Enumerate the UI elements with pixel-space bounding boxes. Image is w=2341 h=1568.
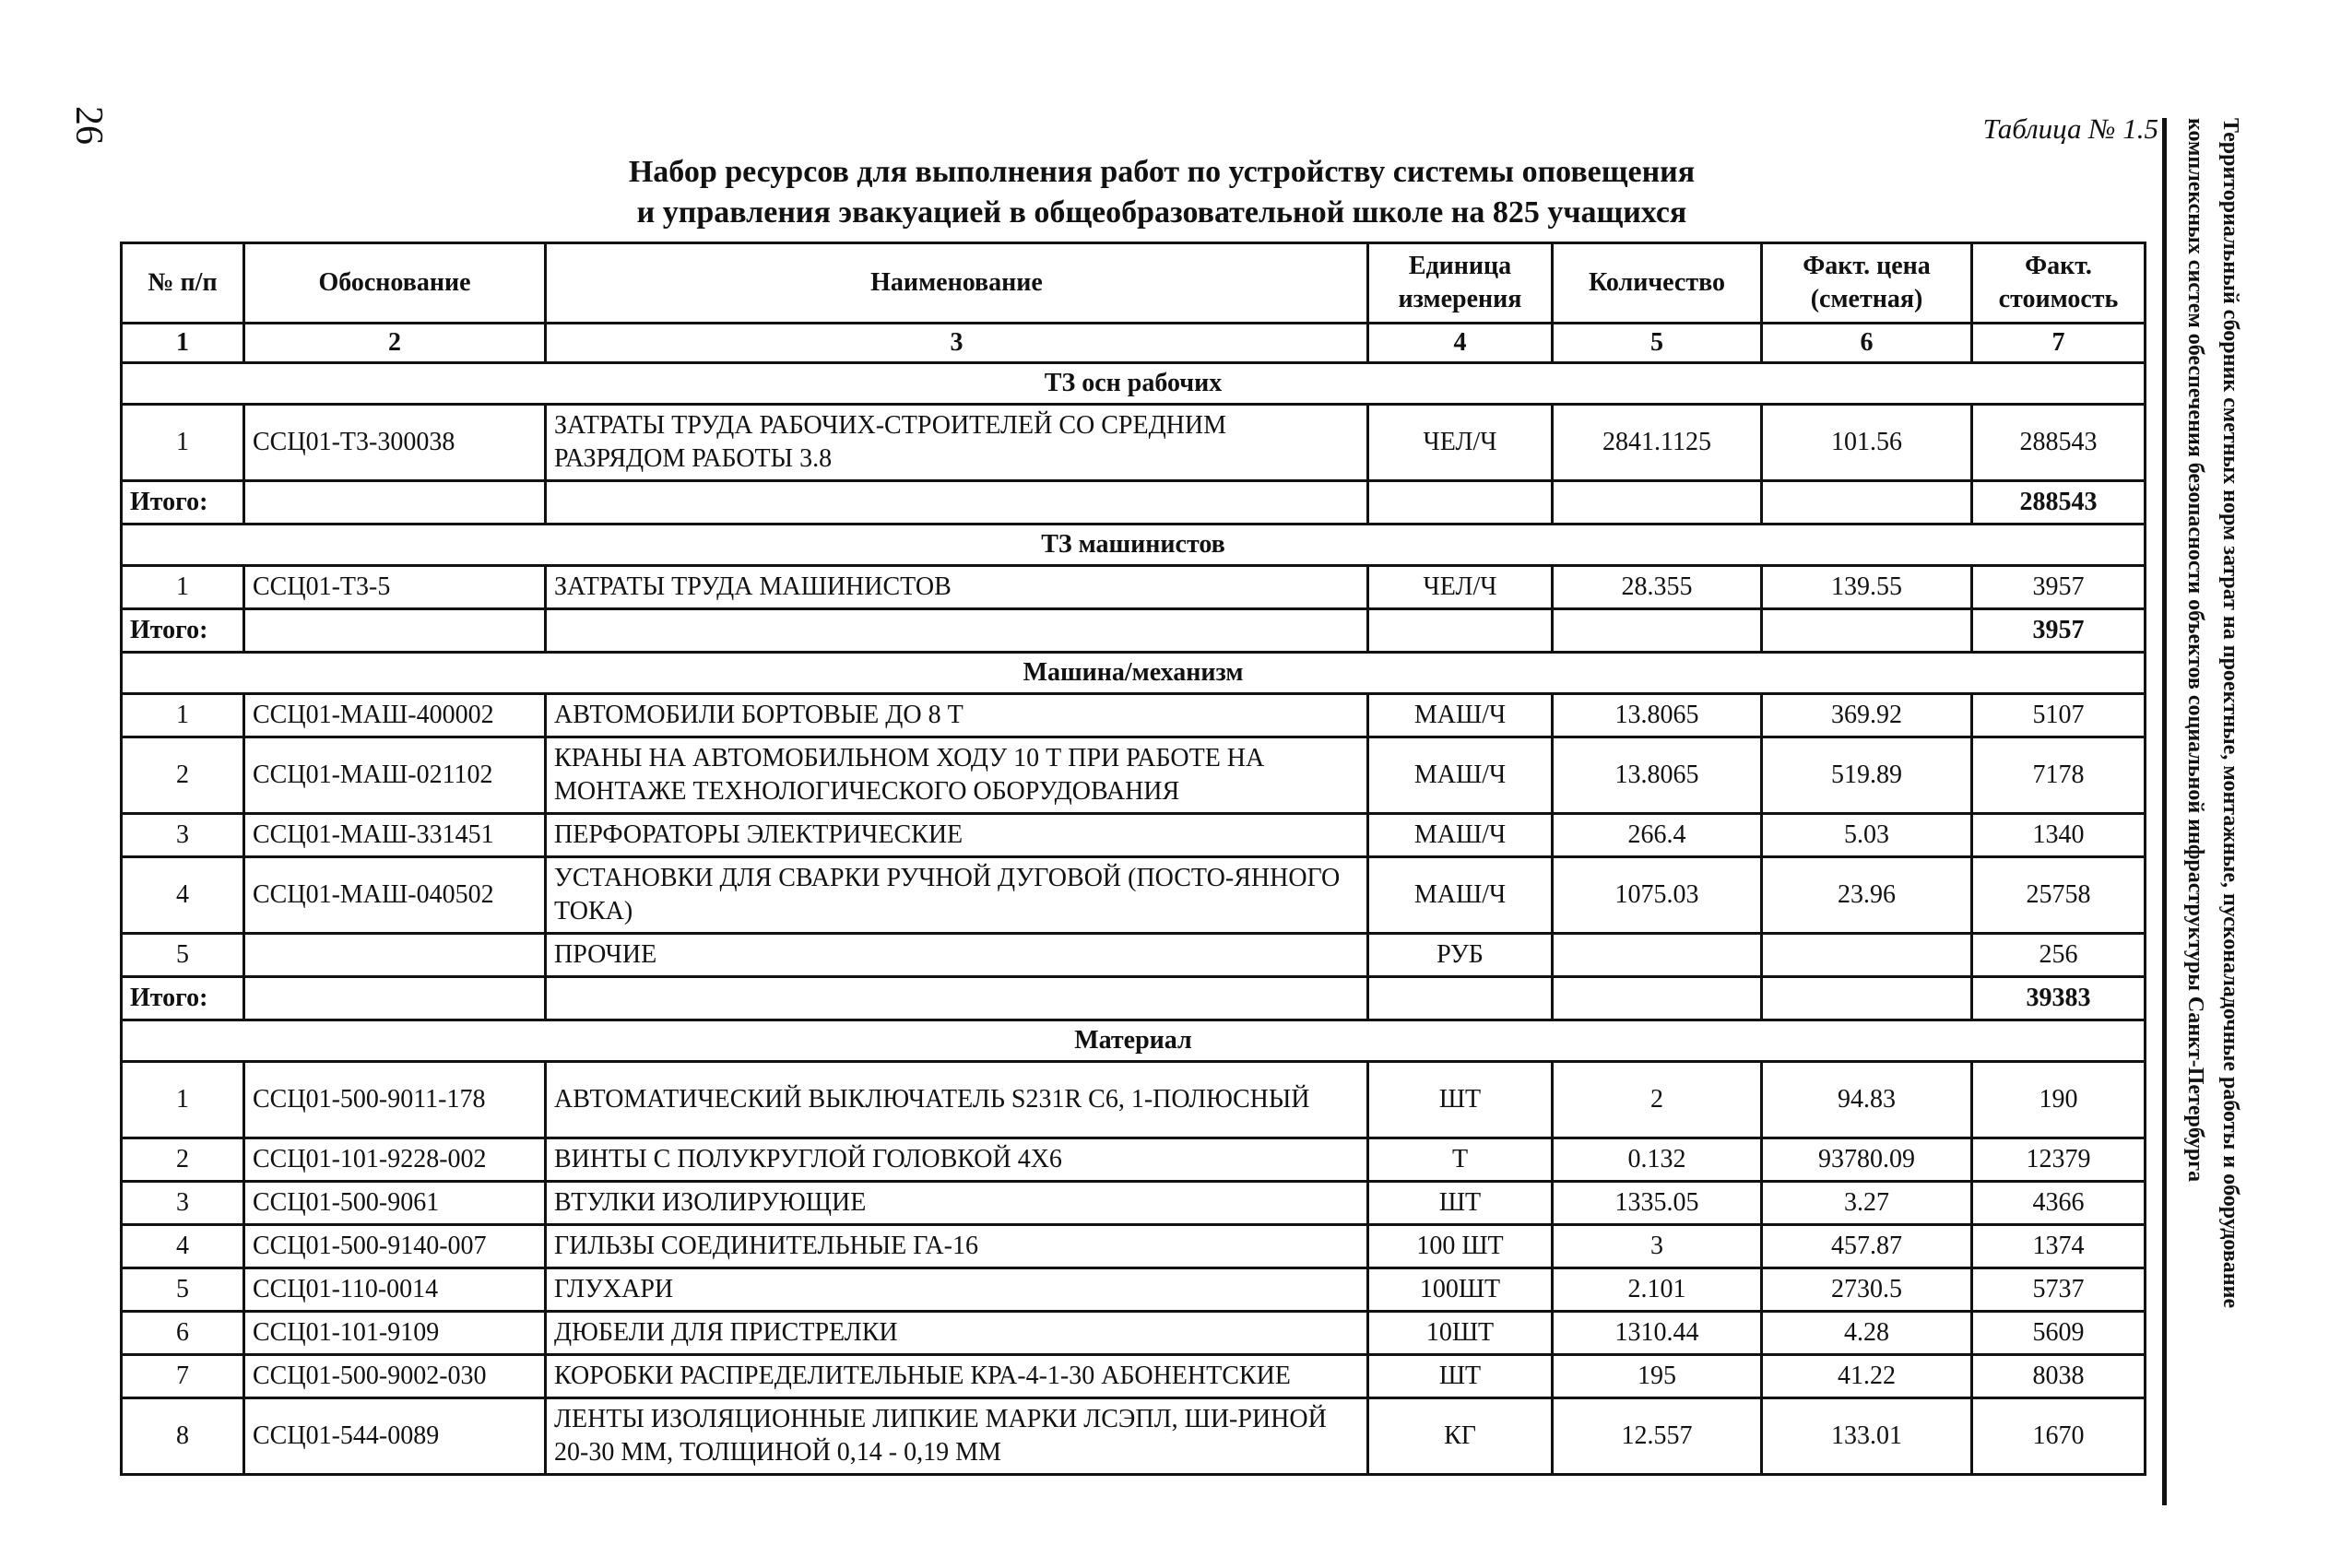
cell-cost: 288543 <box>1972 405 2146 481</box>
cell-basis: ССЦ01-500-9061 <box>244 1182 546 1225</box>
section-title: ТЗ осн рабочих <box>122 363 2146 405</box>
cell-num: 1 <box>122 1062 244 1138</box>
cell-num: 4 <box>122 857 244 934</box>
empty-cell <box>244 977 546 1020</box>
document-title <box>443 152 1881 233</box>
cell-price: 5.03 <box>1762 814 1972 857</box>
cell-cost: 5107 <box>1972 694 2146 737</box>
cell-unit: МАШ/Ч <box>1368 814 1553 857</box>
empty-cell <box>1762 609 1972 653</box>
header-price: Факт. цена (сметная) <box>1762 243 1972 324</box>
cell-qty: 0.132 <box>1553 1138 1762 1182</box>
empty-cell <box>1762 977 1972 1020</box>
column-number: 5 <box>1553 324 1762 363</box>
total-label: Итого: <box>122 481 244 525</box>
cell-num: 1 <box>122 694 244 737</box>
cell-cost: 5609 <box>1972 1312 2146 1355</box>
cell-cost: 1670 <box>1972 1398 2146 1475</box>
cell-qty: 1310.44 <box>1553 1312 1762 1355</box>
column-number-row <box>122 324 2146 363</box>
cell-basis: ССЦ01-544-0089 <box>244 1398 546 1475</box>
empty-cell <box>546 977 1368 1020</box>
cell-unit: РУБ <box>1368 934 1553 977</box>
cell-basis: ССЦ01-МАШ-331451 <box>244 814 546 857</box>
cell-qty: 3 <box>1553 1225 1762 1268</box>
empty-cell <box>244 481 546 525</box>
table-row <box>122 1182 2146 1225</box>
cell-qty: 2841.1125 <box>1553 405 1762 481</box>
table-label: Таблица № 1.5 <box>1982 112 2158 145</box>
cell-num: 2 <box>122 737 244 814</box>
cell-unit: 100ШТ <box>1368 1268 1553 1312</box>
header-qty: Количество <box>1553 243 1762 324</box>
cell-unit: МАШ/Ч <box>1368 857 1553 934</box>
column-number: 3 <box>546 324 1368 363</box>
header-basis: Обоснование <box>244 243 546 324</box>
cell-name: КРАНЫ НА АВТОМОБИЛЬНОМ ХОДУ 10 Т ПРИ РАБОТЕ НА МОНТАЖЕ ТЕХНОЛОГИЧЕСКОГО ОБОРУДОВАНИЯ <box>546 737 1368 814</box>
cell-cost: 5737 <box>1972 1268 2146 1312</box>
cell-unit: ШТ <box>1368 1355 1553 1398</box>
cell-name: АВТОМОБИЛИ БОРТОВЫЕ ДО 8 Т <box>546 694 1368 737</box>
side-header-line-1: Территориальный сборник сметных норм затрат на проектные, монтажные, пусконаладочные работы и оборудование <box>2218 118 2242 1309</box>
section-title: Материал <box>122 1020 2146 1062</box>
resource-table <box>120 242 2146 1476</box>
empty-cell <box>546 481 1368 525</box>
section-header-row <box>122 525 2146 566</box>
total-label: Итого: <box>122 977 244 1020</box>
table-row <box>122 737 2146 814</box>
cell-cost: 190 <box>1972 1062 2146 1138</box>
cell-unit: ЧЕЛ/Ч <box>1368 566 1553 609</box>
table-row <box>122 1398 2146 1475</box>
cell-name: КОРОБКИ РАСПРЕДЕЛИТЕЛЬНЫЕ КРА-4-1-30 АБОНЕНТСКИЕ <box>546 1355 1368 1398</box>
cell-name: ВТУЛКИ ИЗОЛИРУЮЩИЕ <box>546 1182 1368 1225</box>
cell-qty: 2 <box>1553 1062 1762 1138</box>
table-row <box>122 694 2146 737</box>
cell-price: 519.89 <box>1762 737 1972 814</box>
cell-unit: КГ <box>1368 1398 1553 1475</box>
table-row <box>122 1268 2146 1312</box>
cell-qty: 1335.05 <box>1553 1182 1762 1225</box>
section-header-row <box>122 1020 2146 1062</box>
cell-basis: ССЦ01-МАШ-040502 <box>244 857 546 934</box>
table-row <box>122 934 2146 977</box>
total-value: 3957 <box>1972 609 2146 653</box>
cell-unit: МАШ/Ч <box>1368 694 1553 737</box>
cell-num: 3 <box>122 1182 244 1225</box>
section-title: ТЗ машинистов <box>122 525 2146 566</box>
cell-cost: 7178 <box>1972 737 2146 814</box>
table-row <box>122 566 2146 609</box>
cell-qty: 1075.03 <box>1553 857 1762 934</box>
total-row <box>122 481 2146 525</box>
total-value: 288543 <box>1972 481 2146 525</box>
cell-qty: 195 <box>1553 1355 1762 1398</box>
column-number: 7 <box>1972 324 2146 363</box>
cell-unit: ШТ <box>1368 1182 1553 1225</box>
cell-basis: ССЦ01-500-9011-178 <box>244 1062 546 1138</box>
cell-name: ПЕРФОРАТОРЫ ЭЛЕКТРИЧЕСКИЕ <box>546 814 1368 857</box>
cell-price: 23.96 <box>1762 857 1972 934</box>
cell-basis: ССЦ01-101-9228-002 <box>244 1138 546 1182</box>
empty-cell <box>1368 977 1553 1020</box>
cell-name: АВТОМАТИЧЕСКИЙ ВЫКЛЮЧАТЕЛЬ S231R С6, 1-ПОЛЮСНЫЙ <box>546 1062 1368 1138</box>
cell-basis: ССЦ01-МАШ-021102 <box>244 737 546 814</box>
column-number: 6 <box>1762 324 1972 363</box>
empty-cell <box>244 609 546 653</box>
cell-cost: 256 <box>1972 934 2146 977</box>
table-row <box>122 405 2146 481</box>
empty-cell <box>1553 609 1762 653</box>
cell-unit: ШТ <box>1368 1062 1553 1138</box>
cell-price: 133.01 <box>1762 1398 1972 1475</box>
cell-unit: 100 ШТ <box>1368 1225 1553 1268</box>
section-header-row <box>122 363 2146 405</box>
header-cost: Факт. стоимость <box>1972 243 2146 324</box>
cell-cost: 8038 <box>1972 1355 2146 1398</box>
empty-cell <box>1368 481 1553 525</box>
title-line-1: Набор ресурсов для выполнения работ по устройству системы оповещения <box>628 155 1696 189</box>
table-body <box>122 363 2146 1475</box>
cell-num: 5 <box>122 934 244 977</box>
cell-price: 101.56 <box>1762 405 1972 481</box>
cell-cost: 3957 <box>1972 566 2146 609</box>
cell-cost: 25758 <box>1972 857 2146 934</box>
cell-cost: 12379 <box>1972 1138 2146 1182</box>
cell-basis: ССЦ01-МАШ-400002 <box>244 694 546 737</box>
cell-price: 94.83 <box>1762 1062 1972 1138</box>
header-name: Наименование <box>546 243 1368 324</box>
table-row <box>122 1225 2146 1268</box>
cell-price: 4.28 <box>1762 1312 1972 1355</box>
cell-price <box>1762 934 1972 977</box>
cell-qty: 13.8065 <box>1553 737 1762 814</box>
column-number: 4 <box>1368 324 1553 363</box>
cell-name: ЗАТРАТЫ ТРУДА РАБОЧИХ-СТРОИТЕЛЕЙ СО СРЕДНИМ РАЗРЯДОМ РАБОТЫ 3.8 <box>546 405 1368 481</box>
cell-qty <box>1553 934 1762 977</box>
cell-qty: 266.4 <box>1553 814 1762 857</box>
cell-cost: 4366 <box>1972 1182 2146 1225</box>
cell-basis: ССЦ01-500-9002-030 <box>244 1355 546 1398</box>
cell-name: ЗАТРАТЫ ТРУДА МАШИНИСТОВ <box>546 566 1368 609</box>
cell-price: 457.87 <box>1762 1225 1972 1268</box>
table-header-row <box>122 243 2146 324</box>
table-row <box>122 1355 2146 1398</box>
cell-unit: МАШ/Ч <box>1368 737 1553 814</box>
empty-cell <box>1762 481 1972 525</box>
cell-price: 369.92 <box>1762 694 1972 737</box>
table-row <box>122 1138 2146 1182</box>
cell-price: 139.55 <box>1762 566 1972 609</box>
cell-price: 3.27 <box>1762 1182 1972 1225</box>
column-number: 2 <box>244 324 546 363</box>
total-label: Итого: <box>122 609 244 653</box>
table-row <box>122 814 2146 857</box>
cell-price: 2730.5 <box>1762 1268 1972 1312</box>
cell-num: 1 <box>122 566 244 609</box>
cell-price: 41.22 <box>1762 1355 1972 1398</box>
cell-qty: 13.8065 <box>1553 694 1762 737</box>
cell-name: УСТАНОВКИ ДЛЯ СВАРКИ РУЧНОЙ ДУГОВОЙ (ПОСТО-ЯННОГО ТОКА) <box>546 857 1368 934</box>
cell-unit: 10ШТ <box>1368 1312 1553 1355</box>
cell-qty: 2.101 <box>1553 1268 1762 1312</box>
cell-num: 2 <box>122 1138 244 1182</box>
cell-num: 4 <box>122 1225 244 1268</box>
cell-num: 6 <box>122 1312 244 1355</box>
side-rule <box>2162 118 2167 1505</box>
title-line-2: и управления эвакуацией в общеобразовательной школе на 825 учащихся <box>636 195 1687 230</box>
column-number: 1 <box>122 324 244 363</box>
total-value: 39383 <box>1972 977 2146 1020</box>
cell-basis: ССЦ01-101-9109 <box>244 1312 546 1355</box>
section-header-row <box>122 653 2146 694</box>
page-number: 26 <box>67 106 110 145</box>
table-row <box>122 1062 2146 1138</box>
cell-qty: 12.557 <box>1553 1398 1762 1475</box>
cell-num: 1 <box>122 405 244 481</box>
cell-cost: 1340 <box>1972 814 2146 857</box>
cell-num: 7 <box>122 1355 244 1398</box>
cell-basis: ССЦ01-110-0014 <box>244 1268 546 1312</box>
cell-name: ВИНТЫ С ПОЛУКРУГЛОЙ ГОЛОВКОЙ 4Х6 <box>546 1138 1368 1182</box>
cell-name: ГИЛЬЗЫ СОЕДИНИТЕЛЬНЫЕ ГА-16 <box>546 1225 1368 1268</box>
cell-unit: Т <box>1368 1138 1553 1182</box>
cell-num: 8 <box>122 1398 244 1475</box>
cell-name: ДЮБЕЛИ ДЛЯ ПРИСТРЕЛКИ <box>546 1312 1368 1355</box>
cell-basis <box>244 934 546 977</box>
side-running-header <box>2174 118 2248 1510</box>
side-header-line-2: комплексных систем обеспечения безопасности объектов социальной инфраструктуры Санкт-Петербурга <box>2183 118 2207 1183</box>
table-row <box>122 857 2146 934</box>
cell-qty: 28.355 <box>1553 566 1762 609</box>
empty-cell <box>1368 609 1553 653</box>
section-title: Машина/механизм <box>122 653 2146 694</box>
empty-cell <box>1553 481 1762 525</box>
empty-cell <box>546 609 1368 653</box>
cell-basis: ССЦ01-500-9140-007 <box>244 1225 546 1268</box>
header-num: № п/п <box>122 243 244 324</box>
cell-basis: ССЦ01-Т3-5 <box>244 566 546 609</box>
cell-num: 5 <box>122 1268 244 1312</box>
cell-num: 3 <box>122 814 244 857</box>
cell-unit: ЧЕЛ/Ч <box>1368 405 1553 481</box>
cell-name: ПРОЧИЕ <box>546 934 1368 977</box>
cell-name: ГЛУХАРИ <box>546 1268 1368 1312</box>
cell-basis: ССЦ01-Т3-300038 <box>244 405 546 481</box>
total-row <box>122 977 2146 1020</box>
total-row <box>122 609 2146 653</box>
table-row <box>122 1312 2146 1355</box>
cell-price: 93780.09 <box>1762 1138 1972 1182</box>
header-unit: Единица измерения <box>1368 243 1553 324</box>
empty-cell <box>1553 977 1762 1020</box>
cell-cost: 1374 <box>1972 1225 2146 1268</box>
cell-name: ЛЕНТЫ ИЗОЛЯЦИОННЫЕ ЛИПКИЕ МАРКИ ЛСЭПЛ, ШИ-РИНОЙ 20-30 ММ, ТОЛЩИНОЙ 0,14 - 0,19 ММ <box>546 1398 1368 1475</box>
